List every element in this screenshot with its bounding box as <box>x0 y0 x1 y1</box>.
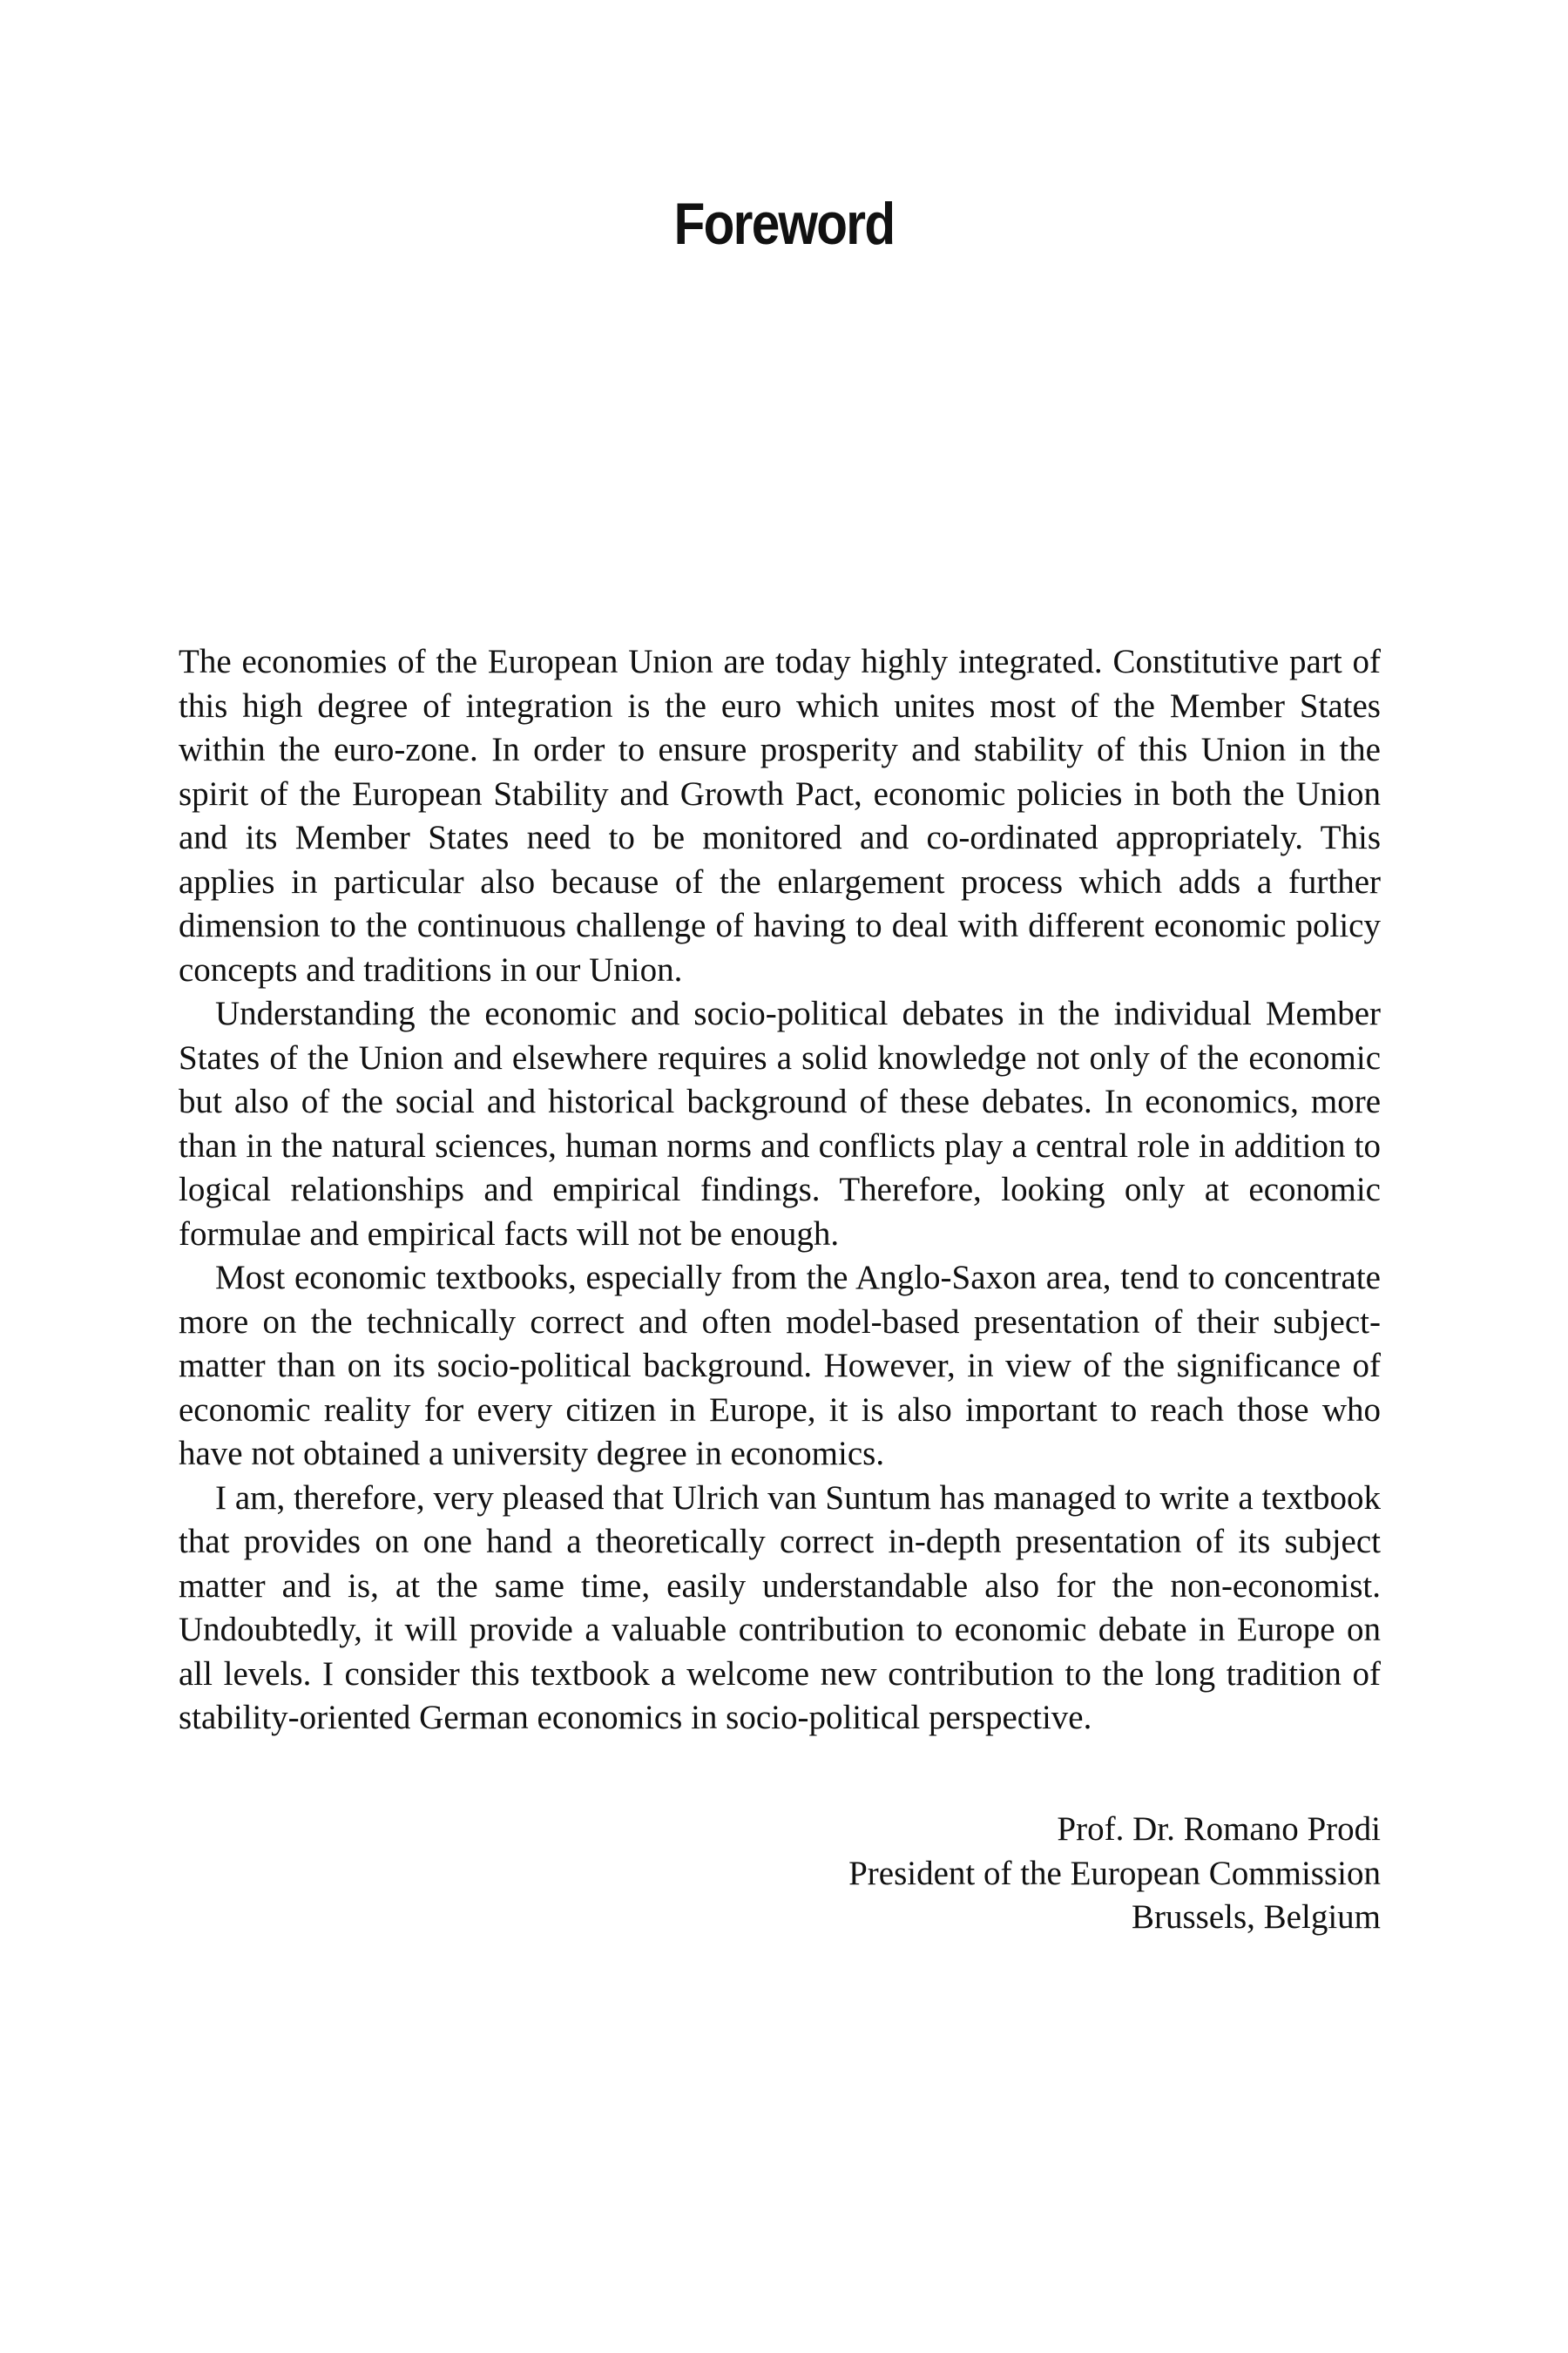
signature-block <box>179 1808 1381 1940</box>
paragraph-2: Understanding the economic and socio-political debates in the individual Member States of the Union and elsewhere requires a solid knowledge not only of the economic but also of the social and historical background of these debates. In economics, more than in the natural sciences, human norms and conflicts play a central role in addition to logical relationships and empirical findings. Therefore, looking only at economic formulae and empirical facts will not be enough. <box>179 995 1381 1253</box>
foreword-body <box>179 640 1381 1741</box>
paragraph-4: I am, therefore, very pleased that Ulrich van Suntum has managed to write a textbook that provides on one hand a theoretically correct in-depth presentation of its subject matter and is, at the same time, easily understandable also for the non-economist. Undoubtedly, it will provide a valuable contribution to economic debate in Europe on all levels. I consider this textbook a welcome new contribution to the long tradition of stability-oriented German economics in socio-political perspective. <box>179 1478 1381 1736</box>
paragraph-1: The economies of the European Union are today highly integrated. Constitutive part of this high degree of integration is the euro which unites most of the Member States within the euro-zone. In order to ensure prosperity and stability of this Union in the spirit of the European Stability and Growth Pact, economic policies in both the Union and its Member States need to be monitored and co-ordinated appropriately. This applies in particular also because of the enlargement process which adds a further dimension to the continuous challenge of having to deal with different economic policy concepts and traditions in our Union. <box>179 643 1381 989</box>
signature-position: President of the European Commission <box>848 1854 1381 1892</box>
page-title: Foreword <box>673 191 895 257</box>
signature-name: Prof. Dr. Romano Prodi <box>1057 1810 1381 1848</box>
signature-location: Brussels, Belgium <box>1131 1898 1381 1936</box>
paragraph-3: Most economic textbooks, especially from the Anglo-Saxon area, tend to concentrate more on the technically correct and often model-based presentation of their subject-matter than on its socio-political background. However, in view of the significance of economic reality for every citizen in Europe, it is also important to reach those who have not obtained a university degree in economics. <box>179 1259 1381 1472</box>
